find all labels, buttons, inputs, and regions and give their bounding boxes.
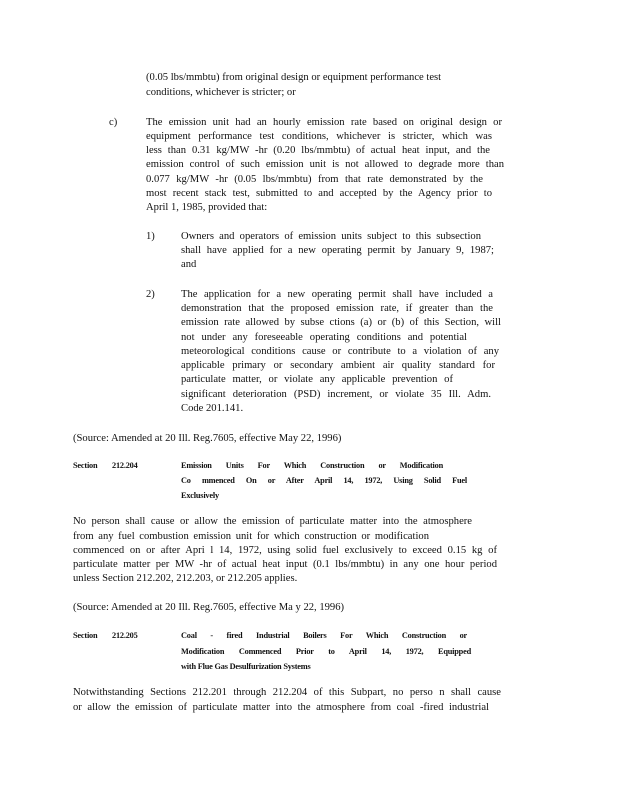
sub-item-line: significant deterioration (PSD) increment, or violate 35 Ill. Adm. — [181, 389, 491, 400]
sub-item-line: shall have applied for a new operating permit by January 9, 1987; — [181, 245, 494, 256]
section-title-line: Exclusively — [181, 491, 219, 500]
item-c-line: most recent stack test, submitted to and accepted by the Agency prior to — [146, 188, 492, 199]
item-c-line: emission control of such emission unit is not allowed to degrade more than — [146, 159, 504, 170]
body-line: Notwithstanding Sections 212.201 through 212.204 of this Subpart, no perso n shall cause — [73, 687, 501, 698]
section-title-line: with Flue Gas Desulfurization Systems — [181, 662, 311, 671]
item-c-line: The emission unit had an hourly emission rate based on original design or — [146, 117, 502, 128]
continuation-line-1: (0.05 lbs/mmbtu) from original design or equipment performance test — [146, 72, 442, 83]
sub-item-line: and — [181, 259, 197, 270]
section-label: Section — [73, 461, 98, 470]
sub-item-line: applicable primary or secondary ambient air quality standard for — [181, 360, 495, 371]
sub-item-line: emission rate allowed by subse ctions (a) or (b) of this Section, will — [181, 317, 501, 328]
body-line: from any fuel combustion emission unit for which construction or modification — [73, 531, 429, 542]
sub-item-line: meteorological conditions cause or contribute to a violation of any — [181, 346, 499, 357]
sub-item-line: Owners and operators of emission units subject to this subsection — [181, 231, 481, 242]
section-title-line: Emission Units For Which Construction or Modification — [181, 461, 443, 470]
section-title-line: Coal - fired Industrial Boilers For Which Construction or — [181, 631, 467, 640]
body-line: unless Section 212.202, 212.203, or 212.205 applies. — [73, 573, 298, 584]
section-number: 212.204 — [112, 461, 138, 470]
sub-item-line: demonstration that the proposed emission rate, if greater than the — [181, 303, 493, 314]
item-c-line: equipment performance test conditions, whichever is stricter, which was — [146, 131, 492, 142]
sub-item-2-marker: 2) — [146, 289, 155, 300]
section-label: Section — [73, 631, 98, 640]
source-note: (Source: Amended at 20 Ill. Reg.7605, effective Ma y 22, 1996) — [73, 602, 345, 613]
sub-item-line: Code 201.141. — [181, 403, 244, 414]
sub-item-1-marker: 1) — [146, 231, 155, 242]
section-number: 212.205 — [112, 631, 138, 640]
sub-item-line: The application for a new operating permit shall have included a — [181, 289, 493, 300]
body-line: No person shall cause or allow the emission of particulate matter into the atmosphere — [73, 516, 472, 527]
section-title-line: Co mmenced On or After April 14, 1972, Using Solid Fuel — [181, 476, 467, 485]
item-c-line: 0.077 kg/MW -hr (0.05 lbs/mmbtu) from that rate demonstrated by the — [146, 174, 483, 185]
item-c-line: April 1, 1985, provided that: — [146, 202, 268, 213]
sub-item-line: not under any foreseeable operating conditions and potential — [181, 332, 467, 343]
item-c-marker: c) — [109, 117, 118, 128]
section-title-line: Modification Commenced Prior to April 14, 1972, Equipped — [181, 647, 471, 656]
sub-item-line: particulate matter, or violate any applicable prevention of — [181, 374, 453, 385]
continuation-line-2: conditions, whichever is stricter; or — [146, 87, 296, 98]
body-line: particulate matter per MW -hr of actual heat input (0.1 lbs/mmbtu) in any one hour period — [73, 559, 497, 570]
body-line: commenced on or after Apri l 14, 1972, using solid fuel exclusively to exceed 0.15 kg of — [73, 545, 497, 556]
item-c-line: less than 0.31 kg/MW -hr (0.20 lbs/mmbtu) of actual heat input, and the — [146, 145, 490, 156]
body-line: or allow the emission of particulate matter into the atmosphere from coal -fired industrial — [73, 702, 489, 713]
source-note: (Source: Amended at 20 Ill. Reg.7605, effective May 22, 1996) — [73, 433, 342, 444]
